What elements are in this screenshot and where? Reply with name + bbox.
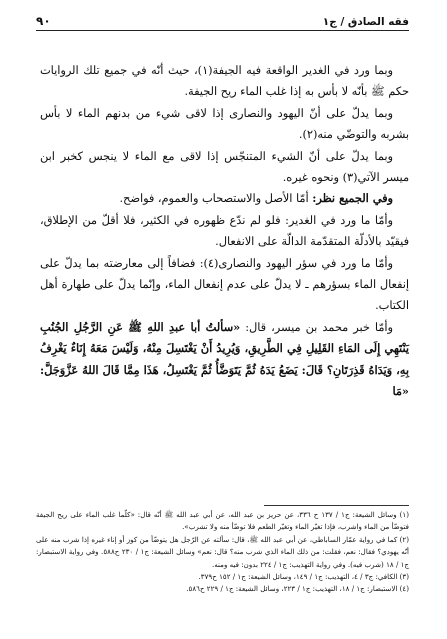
book-title: فقه الصادق / ج١ <box>322 16 409 28</box>
paragraph-ghadir: وبما ورد في الغدير الواقعة فيه الجيفة(١)، حيث أنّه في جميع تلك الروايات حكم ﷺ بأنّه لا بأس به إذا غلب الماء ريح الجيفة. <box>40 64 409 99</box>
footnote-divider <box>264 505 409 506</box>
footnote-2: (٢) كما في رواية عمّار الساباطي، عن أبي عبد الله ﷺ، قال: سألته عن الرّجل هل يتوضّأ من كوز أو إناء غيره إذا شرب منه على أنّه يهودي؟ فقال: نعم، فقلت: من ذلك الماء الذي شرب منه؟ قال: نعم» وسائل الشيعة: ج١ / ٢٣٠ ح٥٨٨. وفي رواية الاستبصار: ج١ / ١٨ (شرب فيه). وفي رواية التهذيب: ج١ / ٢٢٤ بدون: فيه ومنه. <box>36 534 410 569</box>
paragraph-general-view <box>40 188 409 209</box>
footnote-4: (٤) الاستبصار: ج١ / ١٨، التهذيب: ج١ / ٢٢٣، وسائل الشيعة: ج١ / ٢٢٩ ح٥٨٦. <box>186 584 409 594</box>
paragraph-mutanajjis: وبما يدلّ على أنّ الشيء المتنجّس إذا لاقى مع الماء لا ينجس كخبر ابن ميسر الآتي(٣) ونحوه غيره. <box>40 149 409 185</box>
footnote-1: (١) وسائل الشيعة: ج١ / ١٣٧ ح ٣٣٦، عن حريز بن عبد الله، عن أبي عبد الله ﷺ أنّه قال: «كلّما غلب الماء على ريح الجيفة فتوضّأ من الماء واشرب، فإذا تغيّر الماء وتغيّر الطعم فلا توضّأ منه ولا تشرب». <box>36 510 410 532</box>
running-header <box>36 10 409 31</box>
footnote-3: (٣) الكافي: ج٣ / ٤، التهذيب: ج١ / ١٤٩، وسائل الشيعة: ج١ / ١٥٢ ح٣٧٩. <box>198 572 409 582</box>
hadith-quote: «سألتُ أبا عبدِ اللهِ ﷺ عَنِ الرَّجُلِ الجُنُبِ يَنْتَهِي إِلَى المَاءِ القَلِيلِ فِي الطَّرِيقِ، وَيُرِيدُ أَنْ يَغْتَسِلَ مِنْهُ، وَلَيْسَ مَعَهُ إِنَاءٌ يَغْرِفُ بِهِ، وَيَدَاهُ قَذِرَتَانِ؟ قَالَ: يَضَعُ يَدَهُ ثُمَّ يَتَوَضَّأُ ثُمَّ يَغْتَسِلُ، هَذَا مِمَّا قَالَ اللهُ عَزَّوَجَلَّ: «مَا <box>40 319 409 399</box>
paragraph-khabar <box>40 317 409 403</box>
footnotes <box>36 509 409 596</box>
paragraph-sur-reply: وأمّا ما ورد في سؤر اليهود والنصارى(٤): فضافاً إلى معارضته بما يدلّ على إنفعال الماء بسؤرهم ـ لا يدلّ على عدم إنفعال الماء، وإنّما يدلّ على طهارة أهل الكتاب. <box>40 256 409 313</box>
general-view-lead: وفي الجميع نظر: <box>312 191 393 206</box>
paragraph-jews-christians: وبما يدلّ على أنّ اليهود والنصارى إذا لاقى شيء من بدنهم الماء لا بأس بشربه والتوضّي منه(٢). <box>40 106 409 142</box>
paragraph-ghadir-reply: وأمّا ما ورد في الغدير: فلو لم ندّع ظهوره في الكثير، فلا أقلّ من الإطلاق، فيقيّد بالأدلّة المتقدّمة الدالّة على الانفعال. <box>40 213 409 249</box>
main-text <box>40 60 409 403</box>
general-view-rest: أمّا الأصل والاستصحاب والعموم، فواضح. <box>119 192 313 206</box>
khabar-lead: وأمّا خبر محمد بن ميسر، قال: <box>240 320 393 334</box>
page-number: ٩٠ <box>36 14 51 28</box>
